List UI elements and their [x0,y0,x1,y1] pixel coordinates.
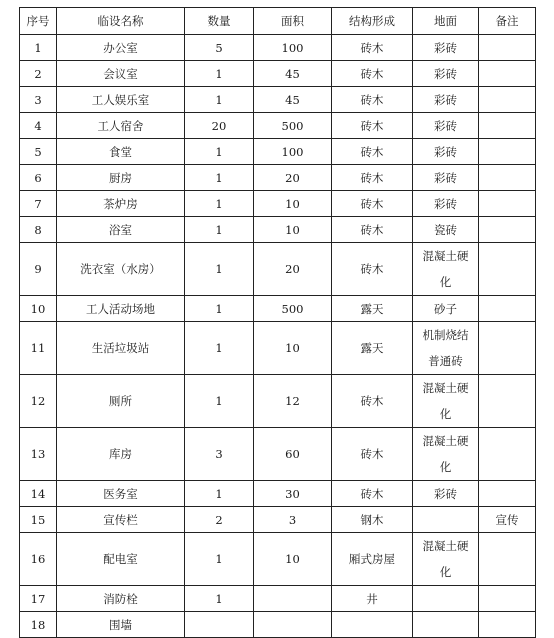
cell-index: 1 [20,35,57,61]
cell-floor: 彩砖 [413,165,479,191]
cell-index: 12 [20,375,57,428]
cell-floor: 彩砖 [413,87,479,113]
cell-floor: 机制烧结 普通砖 [413,322,479,375]
cell-quantity: 3 [185,428,254,481]
header-name: 临设名称 [57,8,185,35]
cell-name: 食堂 [57,139,185,165]
table-row [20,139,536,165]
cell-floor: 混凝土硬 化 [413,533,479,586]
cell-floor: 砂子 [413,296,479,322]
cell-index: 15 [20,507,57,533]
cell-area: 20 [254,243,332,296]
cell-structure: 砖木 [332,165,413,191]
cell-name: 库房 [57,428,185,481]
cell-remarks [479,533,536,586]
header-quantity: 数量 [185,8,254,35]
cell-index: 9 [20,243,57,296]
cell-quantity: 1 [185,87,254,113]
table-row [20,428,536,481]
cell-structure: 砖木 [332,375,413,428]
cell-structure: 砖木 [332,481,413,507]
cell-remarks [479,87,536,113]
cell-floor: 彩砖 [413,139,479,165]
cell-area: 100 [254,35,332,61]
cell-structure: 砖木 [332,243,413,296]
cell-name: 围墙 [57,612,185,638]
cell-name: 洗衣室（水房） [57,243,185,296]
cell-index: 14 [20,481,57,507]
cell-quantity: 1 [185,533,254,586]
cell-floor: 彩砖 [413,191,479,217]
cell-name: 工人宿舍 [57,113,185,139]
cell-area: 10 [254,217,332,243]
cell-name: 厨房 [57,165,185,191]
cell-area: 10 [254,322,332,375]
header-index: 序号 [20,8,57,35]
cell-name: 厕所 [57,375,185,428]
header-structure: 结构形成 [332,8,413,35]
cell-name: 消防栓 [57,586,185,612]
cell-structure: 砖木 [332,428,413,481]
cell-structure: 露天 [332,296,413,322]
cell-structure: 砖木 [332,87,413,113]
cell-quantity: 1 [185,586,254,612]
cell-structure: 砖木 [332,35,413,61]
cell-remarks [479,481,536,507]
table-row [20,296,536,322]
cell-remarks [479,217,536,243]
cell-area: 45 [254,87,332,113]
cell-quantity: 5 [185,35,254,61]
cell-remarks [479,139,536,165]
table-row [20,481,536,507]
cell-name: 宣传栏 [57,507,185,533]
cell-index: 10 [20,296,57,322]
cell-quantity: 1 [185,165,254,191]
cell-floor: 混凝土硬 化 [413,428,479,481]
table-row [20,87,536,113]
cell-structure: 厢式房屋 [332,533,413,586]
cell-area: 60 [254,428,332,481]
table-row [20,165,536,191]
cell-name: 配电室 [57,533,185,586]
cell-index: 17 [20,586,57,612]
table-row [20,61,536,87]
cell-area: 10 [254,533,332,586]
cell-structure: 砖木 [332,217,413,243]
cell-area: 30 [254,481,332,507]
cell-area [254,586,332,612]
cell-structure: 钢木 [332,507,413,533]
cell-structure: 砖木 [332,139,413,165]
cell-floor: 瓷砖 [413,217,479,243]
cell-floor: 混凝土硬 化 [413,375,479,428]
cell-quantity: 20 [185,113,254,139]
cell-area: 20 [254,165,332,191]
table-row [20,375,536,428]
cell-remarks [479,191,536,217]
cell-name: 医务室 [57,481,185,507]
cell-quantity: 1 [185,375,254,428]
header-area: 面积 [254,8,332,35]
cell-quantity: 1 [185,481,254,507]
cell-quantity: 1 [185,61,254,87]
table-row [20,217,536,243]
cell-index: 16 [20,533,57,586]
table-row [20,533,536,586]
cell-remarks [479,35,536,61]
cell-floor [413,507,479,533]
cell-floor: 彩砖 [413,113,479,139]
cell-index: 8 [20,217,57,243]
cell-remarks: 宣传 [479,507,536,533]
table-row [20,586,536,612]
cell-quantity: 1 [185,217,254,243]
cell-area: 45 [254,61,332,87]
cell-area: 3 [254,507,332,533]
cell-index: 4 [20,113,57,139]
table-row [20,191,536,217]
cell-remarks [479,296,536,322]
cell-area: 12 [254,375,332,428]
header-row [20,8,536,35]
table-body [20,35,536,638]
cell-index: 6 [20,165,57,191]
cell-area: 100 [254,139,332,165]
cell-name: 工人娱乐室 [57,87,185,113]
cell-area: 500 [254,113,332,139]
cell-structure: 井 [332,586,413,612]
cell-structure: 砖木 [332,191,413,217]
cell-quantity: 1 [185,191,254,217]
cell-remarks [479,113,536,139]
cell-quantity: 1 [185,243,254,296]
cell-floor: 彩砖 [413,481,479,507]
table-row [20,507,536,533]
cell-index: 3 [20,87,57,113]
cell-name: 办公室 [57,35,185,61]
cell-quantity: 1 [185,322,254,375]
facilities-table [19,7,536,638]
cell-floor: 混凝土硬 化 [413,243,479,296]
cell-structure: 砖木 [332,113,413,139]
cell-structure: 砖木 [332,61,413,87]
cell-name: 生活垃圾站 [57,322,185,375]
cell-floor: 彩砖 [413,61,479,87]
cell-quantity: 1 [185,139,254,165]
cell-remarks [479,165,536,191]
cell-name: 工人活动场地 [57,296,185,322]
table-row [20,243,536,296]
cell-quantity: 2 [185,507,254,533]
table-row [20,113,536,139]
cell-remarks [479,243,536,296]
cell-area: 10 [254,191,332,217]
cell-remarks [479,375,536,428]
cell-index: 5 [20,139,57,165]
cell-area: 500 [254,296,332,322]
cell-remarks [479,322,536,375]
cell-index: 18 [20,612,57,638]
cell-structure: 露天 [332,322,413,375]
table-row [20,35,536,61]
cell-index: 13 [20,428,57,481]
cell-index: 2 [20,61,57,87]
cell-name: 会议室 [57,61,185,87]
header-floor: 地面 [413,8,479,35]
table-row [20,322,536,375]
cell-index: 11 [20,322,57,375]
cell-remarks [479,428,536,481]
cell-index: 7 [20,191,57,217]
cell-remarks [479,586,536,612]
cell-name: 茶炉房 [57,191,185,217]
cell-floor: 彩砖 [413,35,479,61]
cell-remarks [479,61,536,87]
cell-quantity: 1 [185,296,254,322]
cell-floor [413,586,479,612]
cell-name: 浴室 [57,217,185,243]
header-remarks: 备注 [479,8,536,35]
